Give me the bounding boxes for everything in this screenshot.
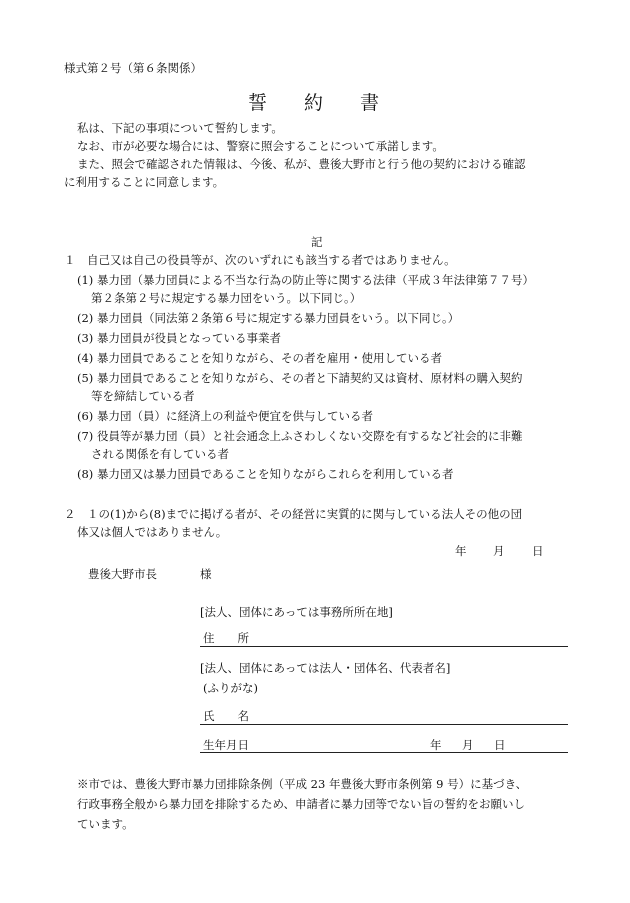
birth-month: 月 (462, 738, 474, 752)
section1-item-2: (2) 暴力団員（同法第２条第６号に規定する暴力団員をいう。以下同じ。） (77, 311, 460, 325)
date-month: 月 (493, 544, 505, 558)
title-char-1: 誓 (248, 92, 268, 114)
address-line[interactable] (200, 646, 568, 647)
name-note: [法人、団体にあっては法人・団体名、代表者名] (200, 661, 451, 675)
birth-day: 日 (494, 738, 506, 752)
section1-item-7: (7) 役員等が暴力団（員）と社会通念上ふさわしくない交際を有するなど社会的に非難 (77, 429, 523, 443)
addressee-name: 豊後大野市長 (88, 567, 157, 581)
furigana-label: (ふりがな) (203, 681, 258, 695)
address-label: 住 所 (203, 631, 249, 645)
name-label: 氏 名 (203, 709, 249, 723)
birth-label: 生年月日 (203, 738, 249, 752)
intro-line-1: 私は、下記の事項について誓約します。 (77, 121, 283, 135)
intro-line-4: に利用することに同意します。 (64, 175, 225, 189)
section1-item-7-cont: される関係を有している者 (91, 447, 229, 461)
name-line[interactable] (200, 724, 568, 725)
section1-item-3: (3) 暴力団員が役員となっている事業者 (77, 331, 281, 345)
addressee-honorific: 様 (200, 567, 212, 581)
section2-line-1: ２ １の(1)から(8)までに掲げる者が、その経営に実質的に関与している法人その他の団 (64, 507, 523, 521)
date-day: 日 (532, 544, 544, 558)
ki-label: 記 (311, 235, 323, 249)
address-note: [法人、団体にあっては事務所所在地] (200, 605, 393, 619)
date-year: 年 (455, 544, 467, 558)
title-char-2: 約 (304, 92, 324, 114)
footnote-line-2: 行政事務全般から暴力団を排除するため、申請者に暴力団等でない旨の誓約をお願いし (77, 797, 526, 811)
intro-line-3: また、照会で確認された情報は、今後、私が、豊後大野市と行う他の契約における確認 (77, 157, 526, 171)
section1-item-1-cont: 第２条第２号に規定する暴力団をいう。以下同じ。） (91, 291, 362, 305)
title-char-3: 書 (360, 92, 380, 114)
birth-line[interactable] (200, 752, 568, 753)
form-label: 様式第２号（第６条関係） (64, 61, 202, 75)
section1-heading: １ 自己又は自己の役員等が、次のいずれにも該当する者ではありません。 (64, 253, 456, 267)
section1-item-6: (6) 暴力団（員）に経済上の利益や便宜を供与している者 (77, 409, 373, 423)
footnote-line-3: ています。 (77, 817, 134, 831)
section1-item-1: (1) 暴力団（暴力団員による不当な行為の防止等に関する法律（平成３年法律第７７号） (77, 273, 534, 287)
section1-item-8: (8) 暴力団又は暴力団員であることを知りながらこれらを利用している者 (77, 467, 454, 481)
birth-year: 年 (430, 738, 442, 752)
footnote-line-1: ※市では、豊後大野市暴力団排除条例（平成 23 年豊後大野市条例第 9 号）に基づき、 (77, 777, 528, 791)
intro-line-2: なお、市が必要な場合には、警察に照会することについて承諾します。 (77, 139, 444, 153)
section1-item-5: (5) 暴力団員であることを知りながら、その者と下請契約又は資材、原材料の購入契約 (77, 371, 523, 385)
section1-item-5-cont: 等を締結している者 (91, 389, 195, 403)
section1-item-4: (4) 暴力団員であることを知りながら、その者を雇用・使用している者 (77, 351, 442, 365)
section2-line-2: 体又は個人ではありません。 (77, 525, 228, 539)
